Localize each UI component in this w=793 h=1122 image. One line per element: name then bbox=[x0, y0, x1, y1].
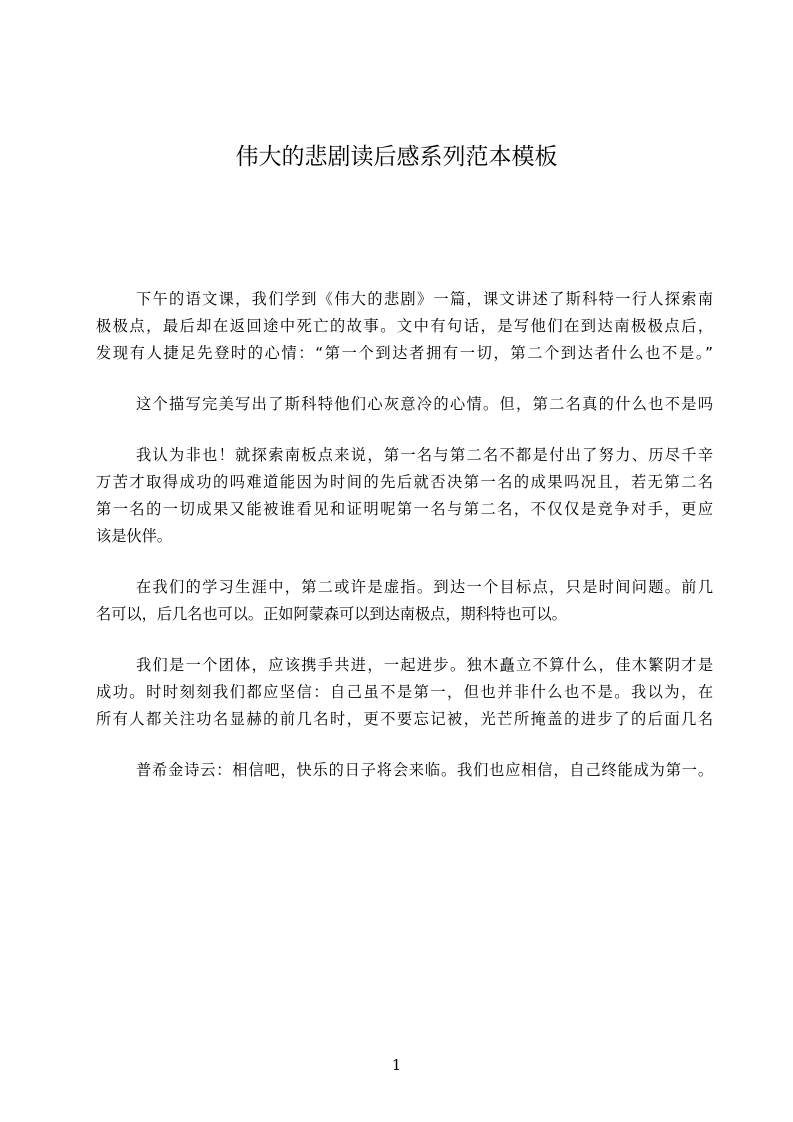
text-line: 普希金诗云：相信吧，快乐的日子将会来临。我们也应相信，自己终能成为第一。 bbox=[136, 761, 713, 779]
paragraph-5 bbox=[96, 652, 713, 733]
text-line: 该是伙伴。 bbox=[96, 527, 172, 545]
text-line: 我认为非也！就探索南板点来说，第一名与第二名不都是付出了努力、历尽千辛 bbox=[136, 446, 713, 464]
text-line: 这个描写完美写出了斯科特他们心灰意冷的心情。但，第二名真的什么也不是吗 bbox=[136, 395, 713, 413]
text-line: 名可以，后几名也可以。正如阿蒙森可以到达南极点，期科特也可以。 bbox=[96, 605, 567, 623]
text-line: 在我们的学习生涯中，第二或许是虚指。到达一个目标点，只是时间问题。前几 bbox=[136, 578, 713, 596]
paragraph-2 bbox=[96, 391, 713, 418]
text-line: 第一名的一切成果又能被谁看见和证明呢第一名与第二名，不仅仅是竞争对手，更应 bbox=[96, 500, 713, 518]
page-title: 伟大的悲剧读后感系列范本模板 bbox=[235, 144, 558, 170]
text-line: 万苦才取得成功的吗难道能因为时间的先后就否决第一名的成果吗况且，若无第二名 bbox=[96, 473, 713, 491]
paragraph-6 bbox=[96, 757, 713, 784]
text-line: 所有人都关注功名显赫的前几名时，更不要忘记被，光芒所掩盖的进步了的后面几名 bbox=[96, 710, 713, 728]
text-line: 发现有人捷足先登时的心情：“第一个到达者拥有一切，第二个到达者什么也不是。” bbox=[96, 344, 713, 362]
text-line: 下午的语文课，我们学到《伟大的悲剧》一篇，课文讲述了斯科特一行人探索南 bbox=[136, 290, 713, 308]
document-body bbox=[96, 286, 713, 808]
paragraph-4 bbox=[96, 574, 713, 628]
text-line: 极极点，最后却在返回途中死亡的故事。文中有句话，是写他们在到达南极极点后， bbox=[96, 317, 713, 335]
page-number: 1 bbox=[391, 1056, 402, 1074]
text-line: 成功。时时刻刻我们都应坚信：自己虽不是第一，但也并非什么也不是。我以为，在 bbox=[96, 683, 713, 701]
text-line: 我们是一个团体，应该携手共进，一起进步。独木矗立不算什么，佳木繁阴才是 bbox=[136, 656, 713, 674]
paragraph-3 bbox=[96, 442, 713, 550]
paragraph-1 bbox=[96, 286, 713, 367]
